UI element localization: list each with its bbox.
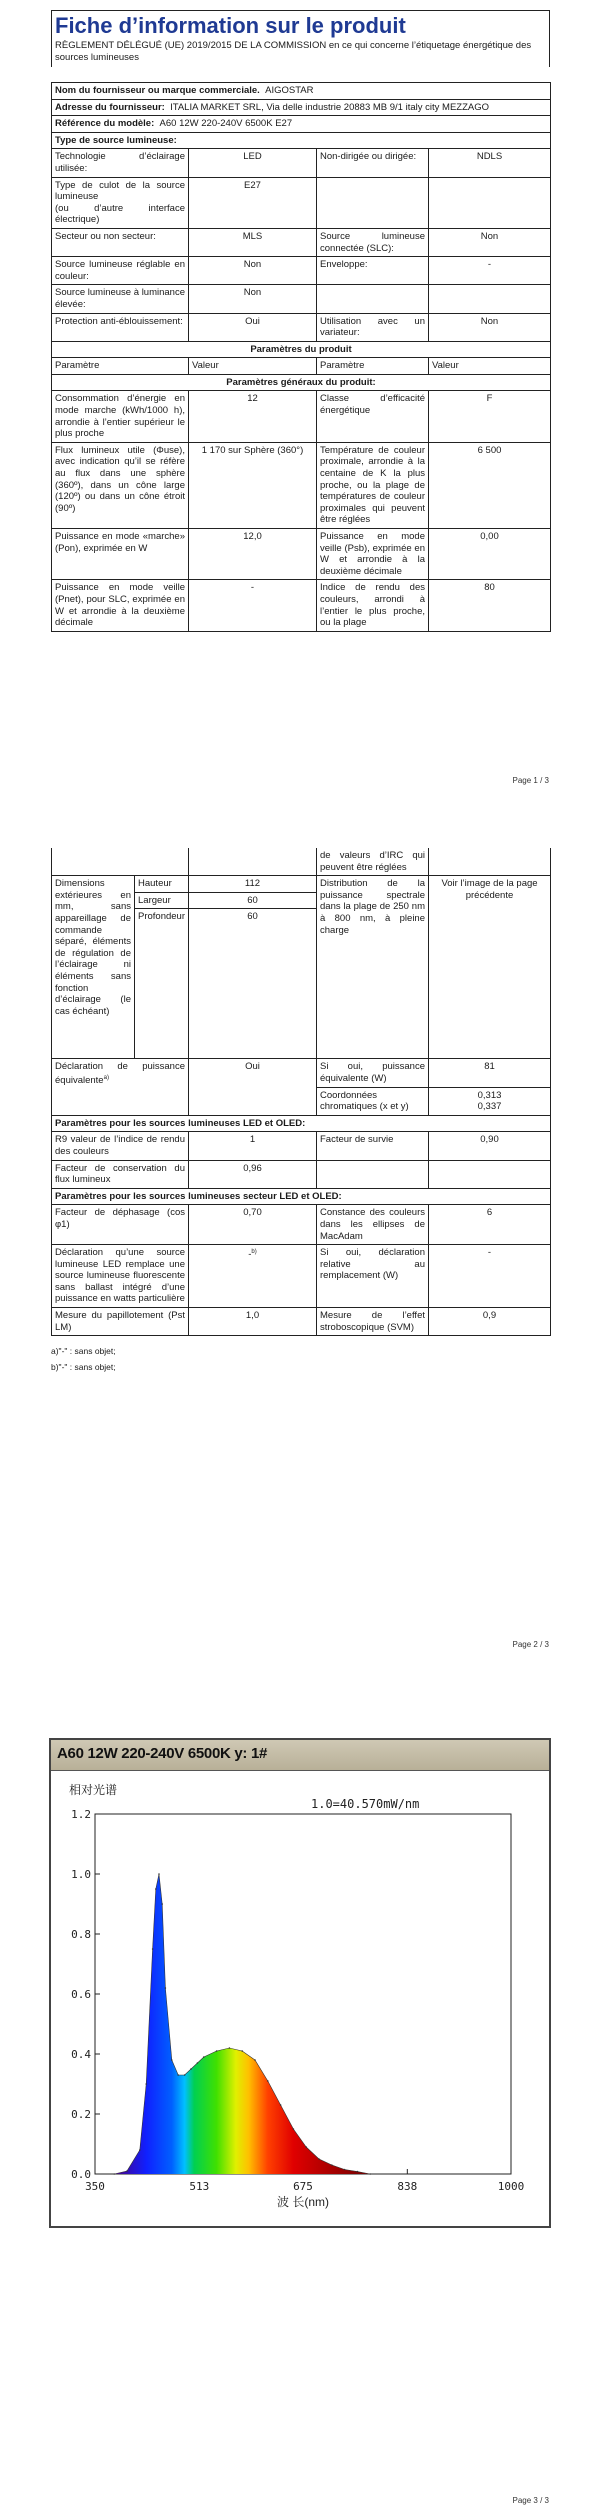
empty-cell [189, 848, 317, 876]
data-point [171, 2059, 173, 2061]
data-point [155, 1888, 157, 1890]
y-tick-label: 0.8 [71, 1928, 91, 1941]
supplier-address-label: Adresse du fournisseur: [55, 101, 165, 113]
empty-cell [429, 177, 551, 228]
table-row [52, 391, 551, 442]
fluorescent-replacement-value: - [248, 1249, 252, 1261]
spectrum-plot [51, 1770, 549, 2224]
chart-ylabel: 相对光谱 [69, 1783, 118, 1797]
fluorescent-replacement-cell [189, 1245, 317, 1308]
y-tick-label: 0.6 [71, 1988, 91, 2001]
data-point [113, 2173, 115, 2175]
supplier-name-label: Nom du fournisseur ou marque commerciale. [55, 85, 260, 96]
standby-power-value: 0,00 [429, 529, 551, 580]
technology-value: LED [189, 149, 317, 177]
empty-cell [317, 1160, 429, 1188]
chromaticity-value [429, 1087, 551, 1115]
data-point [139, 2149, 141, 2151]
colour-consistency-label: Constance des couleurs dans les ellipses de MacAdam [317, 1205, 429, 1245]
x-tick-label: 838 [397, 2180, 418, 2193]
equivalent-power-cell [52, 1059, 189, 1115]
led-params-heading: Paramètres pour les sources lumineuses LED et OLED: [52, 1115, 551, 1132]
r9-value: 1 [189, 1132, 317, 1160]
table-row [52, 876, 551, 893]
column-header-row [52, 358, 551, 375]
empty-cell [429, 285, 551, 313]
survival-factor-label: Facteur de survie [317, 1132, 429, 1160]
connected-value: Non [429, 228, 551, 256]
column-header-value-2: Valeur [429, 358, 551, 375]
displacement-factor-label: Facteur de déphasage (cos φ1) [52, 1205, 189, 1245]
chart-xlabel: 波 长(nm) [277, 2195, 329, 2209]
energy-class-value: F [429, 391, 551, 442]
on-mode-power-value: 12,0 [189, 529, 317, 580]
source-type-heading: Type de source lumineuse: [52, 132, 551, 149]
table-row [52, 149, 551, 177]
chart-header [51, 1740, 549, 1771]
cap-type-value: E27 [189, 177, 317, 228]
document-page-3 [0, 1690, 591, 2510]
colour-tunable-label: Source lumineuse réglable en couleur: [52, 257, 189, 285]
supplier-name-row [52, 83, 551, 100]
equivalent-power-watt-label: Si oui, puissance équivalente (W) [317, 1059, 429, 1087]
empty-cell [429, 848, 551, 876]
stroboscopic-value: 0,9 [429, 1308, 551, 1336]
depth-value: 60 [189, 909, 317, 1059]
y-tick-label: 0.2 [71, 2108, 91, 2121]
data-point [177, 2074, 179, 2076]
stroboscopic-label: Mesure de l’effet stroboscopique (SVM) [317, 1308, 429, 1336]
page-number: Page 3 / 3 [512, 2496, 549, 2505]
connected-label: Source lumineuse connectée (SLC): [317, 228, 429, 256]
source-type-heading-row [52, 132, 551, 149]
column-header-param: Paramètre [52, 358, 189, 375]
data-point [254, 2059, 256, 2061]
empty-cell [429, 1160, 551, 1188]
energy-class-label: Classe d’efficacité énergétique [317, 391, 429, 442]
chromaticity-y: 0,337 [477, 1101, 502, 1113]
params-heading: Paramètres du produit [52, 341, 551, 358]
column-header-param-2: Paramètre [317, 358, 429, 375]
luminous-flux-label: Flux lumineux utile (Φuse), avec indication qu’il se réfère au flux dans une sphère (360º), dans un cône large (120º) ou dans un cône étroit (90º) [52, 442, 189, 528]
table-row [52, 1205, 551, 1245]
data-point [369, 2173, 371, 2175]
data-point [152, 1948, 154, 1950]
data-point [203, 2056, 205, 2058]
cap-type-label: Type de culot de la source lumineuse (ou d’autre interface électrique) [52, 177, 189, 228]
table-row [52, 1059, 551, 1087]
cri-label-part-2: de valeurs d’IRC qui peuvent être réglées [317, 848, 429, 876]
high-luminance-label: Source lumineuse à luminance élevée: [52, 285, 189, 313]
spectrum-area [114, 1874, 370, 2174]
data-point [305, 2146, 307, 2148]
envelope-label: Enveloppe: [317, 257, 429, 285]
replacement-claim-value: - [429, 1245, 551, 1308]
table-row [52, 285, 551, 313]
table-row [52, 1160, 551, 1188]
dimensions-label: Dimensions extérieures en mm, sans appareillage de commande séparé, éléments de régulation de l’éclairage ni éléments sans fonction d’éclairage (le cas échéant) [52, 876, 135, 1059]
height-value: 112 [189, 876, 317, 893]
high-luminance-value: Non [189, 285, 317, 313]
supplier-address-row [52, 99, 551, 116]
spectrum-chart [49, 1738, 551, 2228]
table-row [52, 1308, 551, 1336]
data-point [280, 2104, 282, 2106]
data-point [190, 2068, 192, 2070]
x-tick-label: 350 [85, 2180, 105, 2193]
colour-tunable-value: Non [189, 257, 317, 285]
table-row [52, 228, 551, 256]
table-row [52, 313, 551, 341]
table-row [52, 257, 551, 285]
supplier-address-value: ITALIA MARKET SRL, Via delle industrie 20883 MB 9/1 italy city MEZZAGO [170, 101, 489, 113]
flux-maintenance-label: Facteur de conservation du flux lumineux [52, 1160, 189, 1188]
y-tick-label: 1.2 [71, 1808, 91, 1821]
standby-power-label: Puissance en mode veille (Psb), exprimée en W et arrondie à la deuxième décimale [317, 529, 429, 580]
y-tick-label: 0.0 [71, 2168, 91, 2181]
technology-label: Technologie d’éclairage utilisée: [52, 149, 189, 177]
page-number: Page 1 / 3 [512, 776, 549, 785]
footnote-a: a)"-" : sans objet; [51, 1346, 116, 1356]
table-row [52, 1132, 551, 1160]
cri-label-part-1: Indice de rendu des couleurs, arrondi à l’entier le plus proche, ou la plage [317, 580, 429, 631]
footnote-b: b)"-" : sans objet; [51, 1362, 116, 1372]
spectral-distribution-value: Voir l’image de la page précédente [429, 876, 551, 1059]
header-block [51, 10, 550, 67]
empty-cell [317, 285, 429, 313]
x-tick-label: 513 [189, 2180, 210, 2193]
mains-params-heading-row [52, 1188, 551, 1205]
data-point [344, 2169, 346, 2171]
dimmable-label: Utilisation avec un variateur: [317, 313, 429, 341]
data-point [216, 2050, 218, 2052]
empty-cell [317, 177, 429, 228]
document-page-1 [0, 0, 591, 800]
cct-value: 6 500 [429, 442, 551, 528]
page-number: Page 2 / 3 [512, 1640, 549, 1649]
width-value: 60 [189, 892, 317, 909]
cct-label: Température de couleur proximale, arrondie à la centaine de K la plus proche, ou la plage de températures de couleur proximales qui peuvent être réglées [317, 442, 429, 528]
page-title: Fiche d’information sur le produit [55, 13, 406, 38]
footnotes [51, 1343, 116, 1375]
r9-label: R9 valeur de l’indice de rendu des couleurs [52, 1132, 189, 1160]
anti-glare-label: Protection anti-éblouissement: [52, 313, 189, 341]
height-label: Hauteur [135, 876, 189, 893]
energy-consumption-label: Consommation d’énergie en mode marche (kWh/1000 h), arrondie à l’entier supérieur le plus proche [52, 391, 189, 442]
data-point [161, 1903, 163, 1905]
fluorescent-replacement-label: Déclaration qu’une source lumineuse LED remplace une source lumineuse fluorescente sans ballast intégré d’une puissance en watts particulière [52, 1245, 189, 1308]
empty-cell [52, 848, 189, 876]
flicker-label: Mesure du papillotement (Pst LM) [52, 1308, 189, 1336]
directional-label: Non-dirigée ou dirigée: [317, 149, 429, 177]
mains-value: MLS [189, 228, 317, 256]
general-params-heading: Paramètres généraux du produit: [52, 374, 551, 391]
model-row [52, 116, 551, 133]
table-row [52, 1245, 551, 1308]
supplier-name-value: AIGOSTAR [265, 85, 314, 96]
regulation-text: RÈGLEMENT DÉLÉGUÉ (UE) 2019/2015 DE LA COMMISSION en ce qui concerne l’étiquetage énergétique des sources lumineuses [55, 40, 532, 63]
displacement-factor-value: 0,70 [189, 1205, 317, 1245]
table-row [52, 580, 551, 631]
chromaticity-label: Coordonnées chromatiques (x et y) [317, 1087, 429, 1115]
general-params-heading-row [52, 374, 551, 391]
data-point [184, 2074, 186, 2076]
params-heading-row [52, 341, 551, 358]
data-point [267, 2080, 269, 2082]
dimmable-value: Non [429, 313, 551, 341]
data-point [331, 2164, 333, 2166]
envelope-value: - [429, 257, 551, 285]
data-point [293, 2128, 295, 2130]
table-row [52, 848, 551, 876]
model-value: A60 12W 220-240V 6500K E27 [159, 118, 293, 130]
on-mode-power-label: Puissance en mode «marche» (Pon), exprimée en W [52, 529, 189, 580]
luminous-flux-value: 1 170 sur Sphère (360°) [189, 442, 317, 528]
replacement-claim-label: Si oui, déclaration relative au remplacement (W) [317, 1245, 429, 1308]
footnote-marker: b) [251, 1249, 257, 1256]
survival-factor-value: 0,90 [429, 1132, 551, 1160]
x-tick-label: 1000 [497, 2180, 525, 2193]
colour-consistency-value: 6 [429, 1205, 551, 1245]
document-page-2 [0, 838, 591, 1668]
led-params-heading-row [52, 1115, 551, 1132]
chromaticity-x: 0,313 [477, 1089, 502, 1101]
y-tick-label: 1.0 [71, 1868, 91, 1881]
data-point [229, 2047, 231, 2049]
depth-label: Profondeur [135, 909, 189, 1059]
data-point [165, 1987, 167, 1989]
table-row [52, 442, 551, 528]
data-point [126, 2170, 128, 2172]
data-point [145, 2083, 147, 2085]
flux-maintenance-value: 0,96 [189, 1160, 317, 1188]
table-row [52, 529, 551, 580]
equivalent-power-label: Déclaration de puissance équivalente [55, 1061, 185, 1087]
table-row [52, 177, 551, 228]
column-header-value: Valeur [189, 358, 317, 375]
chart-annotation: 1.0=40.570mW/nm [311, 1797, 420, 1811]
networked-standby-value: - [189, 580, 317, 631]
data-point [318, 2158, 320, 2160]
width-label: Largeur [135, 892, 189, 909]
data-point [357, 2171, 359, 2173]
data-point [241, 2050, 243, 2052]
footnote-marker: a) [103, 1074, 109, 1081]
energy-consumption-value: 12 [189, 391, 317, 442]
model-label: Référence du modèle: [55, 118, 155, 130]
chart-title: A60 12W 220-240V 6500K y: 1# [57, 1745, 268, 1762]
product-info-table-continued [51, 848, 551, 1336]
spectral-distribution-label: Distribution de la puissance spectrale dans la plage de 250 nm à 800 nm, à pleine charge [317, 876, 429, 1059]
anti-glare-value: Oui [189, 313, 317, 341]
directional-value: NDLS [429, 149, 551, 177]
equivalent-power-watt-value: 81 [429, 1059, 551, 1087]
x-tick-label: 675 [293, 2180, 313, 2193]
product-info-table [51, 82, 551, 632]
y-tick-label: 0.4 [71, 2048, 91, 2061]
data-point [197, 2062, 199, 2064]
flicker-value: 1,0 [189, 1308, 317, 1336]
data-point [158, 1873, 160, 1875]
equivalent-power-value: Oui [189, 1059, 317, 1115]
networked-standby-label: Puissance en mode veille (Pnet), pour SLC, exprimée en W et arrondie à la deuxième décimale [52, 580, 189, 631]
mains-label: Secteur ou non secteur: [52, 228, 189, 256]
cri-value: 80 [429, 580, 551, 631]
mains-params-heading: Paramètres pour les sources lumineuses secteur LED et OLED: [52, 1188, 551, 1205]
